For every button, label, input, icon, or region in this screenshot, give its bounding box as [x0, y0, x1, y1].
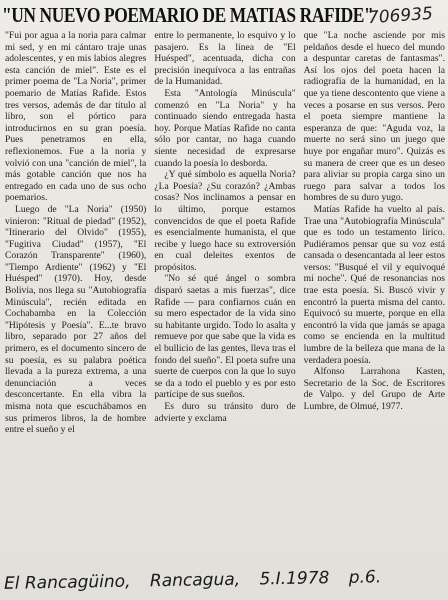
article-body: [5, 30, 445, 568]
column-3: [304, 30, 445, 568]
source-date: 5.I.1978: [259, 568, 330, 590]
paragraph: Matías Rafide ha vuelto al país. Trae una "Autobiografía Minúscula" que es todo un testamento lírico. Pudiéramos pensar que su voz está cansada o desencantada al leer estos versos: "Busqué el vil y equivoqué mi noche". Qué de resonancias nos trae esta poesía. Si. Buscó vivir y encontró la puerta misma del canto. Equivocó su muerte, porque en ella encontró la vida que jamás se apaga como se encienda en la multitud lumbre de la belleza que mana de la verdadera poesía.: [303, 203, 445, 366]
paragraph: "No sé qué ángel o sombra disparó saetas a mis fuerzas", dice Rafide — para confiarnos cuán en su mero espectador de la vida sino su habitante urgido. Todo lo asalta y remueve por que sabe que la vida es el bullicio de las gentes, lleva tras el fondo del sueño". El poeta sufre una suerte de cuerpos con la que lo suyo se da a todo el pueblo y es por esto partícipe de sus sueños.: [154, 273, 296, 401]
paragraph: que "La noche asciende por mis peldaños desde el hueco del mundo a despuntar caretas de fantasmas". Así los ojos del poeta hacen la radiografía de la humanidad, en la que ya tiene descontento que viene a veces a posarse en sus versos. Pero el poeta siempre mantiene la esperanza de que: "Aguda voz, la muerte no será sino un juego que huye por engañar muro". Quizás es su manera de creer que es un deseo para aliviar su propia carga sino un ruego para salvar a todos los hombres de su duro yugo.: [303, 30, 445, 204]
column-2: [154, 30, 295, 568]
source-newspaper: El Rancagüino,: [3, 571, 131, 594]
paragraph: ¿Y qué símbolo es aquella Noria? ¿La Poesía? ¿Su corazón? ¿Ambas cosas? Nos inclinamos a pensar en lo último, porque estamos convencidos de que el poeta Rafide es esencialmente humanista, el que recibe y luego hace su extroversión en cual deleites exentos de propósitos.: [154, 169, 296, 273]
handwritten-source-note: [4, 566, 444, 594]
paragraph: "Fui por agua a la noria para calmar mi sed, y en mi cántaro traje unas adolescentes, y en mis labios alegres esta canción de miel". Este es el primer poema de "La Noria", primer poemario de Matías Rafide. Estos tres versos, además de dar título al libro, son el pórtico para introducirnos en su gran poesía. Pues penetramos en ella, reflexionemos. Fue a la noria y volvió con una "canción de miel", la más gotable canción que nos ha entregado en cada uno de sus ocho poemarios.: [5, 30, 147, 204]
archive-number-handwritten: 706935: [367, 3, 434, 29]
source-page: p.6.: [348, 567, 382, 588]
column-1: [5, 30, 146, 568]
paragraph: Es duro su tránsito duro de advierte y exclama: [154, 401, 296, 424]
article-headline: "UN NUEVO POEMARIO DE MATIAS RAFIDE": [2, 3, 374, 27]
paragraph: Esta "Antología Minúscula" comenzó en "La Noria" y ha continuado siendo entregada hasta hoy. Porque Matías Rafide no canta sólo por cantar, no haga cuando siente necesidad de expresarse cuando la poesía lo desborda.: [154, 87, 296, 169]
paragraph: Luego de "La Noria" (1950) vinieron: "Ritual de piedad" (1952), "Itinerario del Olvido" (1955), "Fugitiva Ciudad" (1957), "El Corazón Transparente" (1960), "Tiempo Ardiente" (1962) y "El Huésped" (1970). Hoy, desde Bolivia, nos llega su "Autobiografía Minúscula", recién editada en Cochabamba en la Colección "Hipótesis y Poesía". E...te bravo libro, separado por 27 años del primero, es el documento sincero de su poesía, es su palabra poética llevada a la pureza extrema, a una denunciación a veces desconcertante. En ella vibra la misma nota que escuchábamos en sus primeros libros, la de hombre entre el sueño y el: [5, 203, 147, 436]
author-credit: Alfonso Larrahona Kasten, Secretario de la Soc. de Escritores de Valpo. y del Grupo de Arte Lumbre, de Olmué, 1977.: [303, 366, 445, 412]
source-city: Rancagua,: [149, 569, 241, 592]
paragraph: entre lo permanente, lo esquivo y lo pasajero. Es la línea de "El Huésped", acentuada, dicha con precisión inequívoca a las entrañas de la Humanidad.: [154, 30, 296, 88]
